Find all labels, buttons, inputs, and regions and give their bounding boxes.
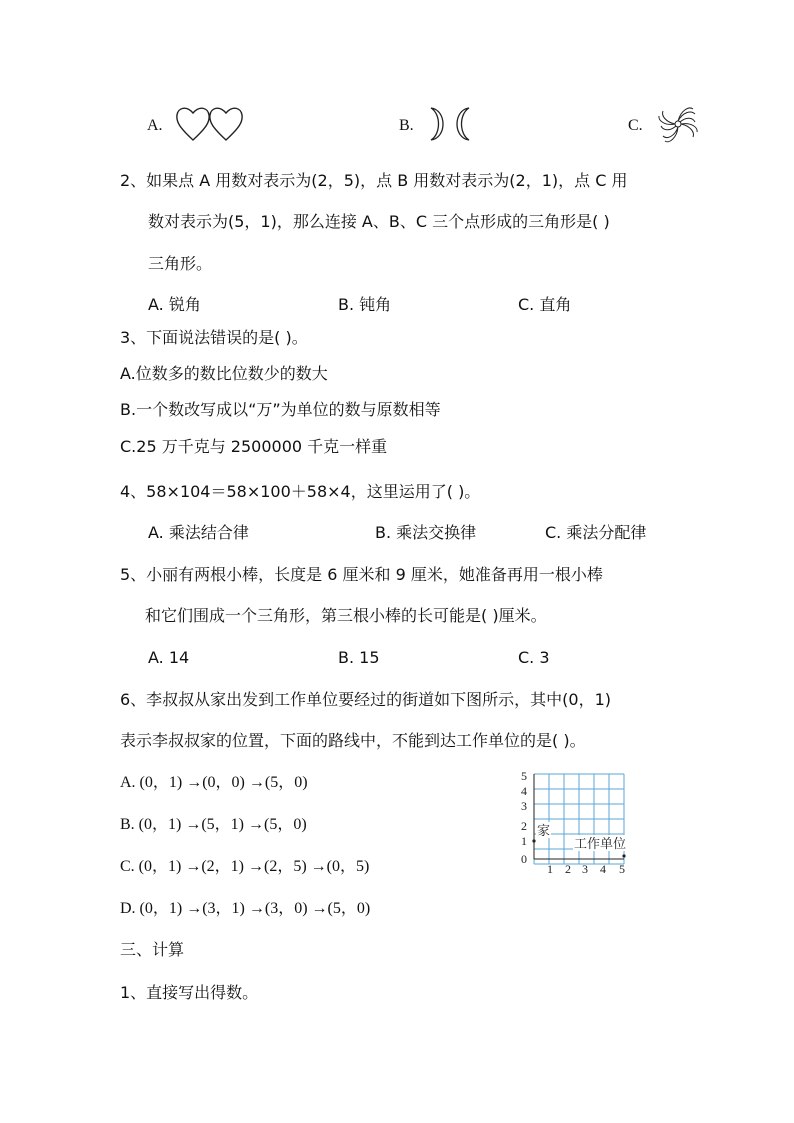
q6-option-a: A. (0，1) →(0，0) →(5，0) <box>120 774 308 791</box>
x-tick-1: 1 <box>547 862 553 876</box>
q6-option-b: B. (0，1) →(5，1) →(5，0) <box>120 816 307 833</box>
home-point <box>532 839 535 842</box>
q1-option-b-label: B. <box>399 117 414 134</box>
q3-stem: 3、下面说法错误的是( )。 <box>120 328 308 347</box>
work-label: 工作单位 <box>574 836 627 851</box>
q5-line2: 和它们围成一个三角形，第三根小棒的长可能是( )厘米。 <box>145 606 547 625</box>
q3-option-a: A.位数多的数比位数少的数大 <box>120 364 328 383</box>
double-heart-figure <box>176 104 246 144</box>
y-tick-2: 2 <box>521 819 527 833</box>
y-tick-0: 0 <box>521 852 527 866</box>
q6-option-c: C. (0，1) →(2，1) →(2，5) →(0，5) <box>120 858 370 875</box>
q6-line1: 6、李叔叔从家出发到工作单位要经过的街道如下图所示，其中(0，1) <box>120 690 612 709</box>
q2-line2: 数对表示为(5，1)，那么连接 A、B、C 三个点形成的三角形是( ) <box>148 212 610 231</box>
q3-option-b: B.一个数改写成以“万”为单位的数与原数相等 <box>120 400 441 419</box>
section3-title: 三、计算 <box>120 940 185 959</box>
work-point <box>622 854 625 857</box>
q6-line2: 表示李叔叔家的位置，下面的路线中，不能到达工作单位的是( )。 <box>120 731 586 750</box>
q4-stem: 4、58×104＝58×100＋58×4，这里运用了( )。 <box>120 482 481 501</box>
y-tick-4: 4 <box>521 784 527 798</box>
y-tick-3: 3 <box>521 799 527 813</box>
q2-option-a: A. 锐角 <box>148 295 201 314</box>
q4-option-b: B. 乘法交换律 <box>375 523 477 542</box>
q1-option-c-label: C. <box>628 117 643 134</box>
home-label: 家 <box>537 823 551 838</box>
q2-option-b: B. 钝角 <box>338 295 392 314</box>
q5-option-b: B. 15 <box>338 648 380 667</box>
crescent-pair-figure <box>427 106 473 142</box>
q2-line3: 三角形。 <box>148 254 213 273</box>
y-tick-1: 1 <box>521 834 527 848</box>
x-tick-5: 5 <box>619 862 625 876</box>
q6-option-d: D. (0，1) →(3，1) →(3，0) →(5，0) <box>120 900 371 917</box>
section3-q1: 1、直接写出得数。 <box>120 983 259 1002</box>
q5-line1: 5、小丽有两根小棒，长度是 6 厘米和 9 厘米，她准备再用一根小棒 <box>120 565 603 584</box>
q5-option-c: C. 3 <box>518 648 550 667</box>
x-tick-3: 3 <box>582 862 588 876</box>
x-tick-4: 4 <box>600 862 606 876</box>
x-tick-2: 2 <box>565 862 571 876</box>
q5-option-a: A. 14 <box>148 648 190 667</box>
street-grid-figure <box>518 766 642 878</box>
q2-option-c: C. 直角 <box>518 295 572 314</box>
q3-option-c: C.25 万千克与 2500000 千克一样重 <box>120 437 388 456</box>
y-tick-5: 5 <box>521 769 527 783</box>
spiral-pinwheel-figure <box>657 104 699 144</box>
q2-line1: 2、如果点 A 用数对表示为(2，5)，点 B 用数对表示为(2，1)，点 C 用 <box>120 171 628 190</box>
q4-option-a: A. 乘法结合律 <box>148 523 249 542</box>
q4-option-c: C. 乘法分配律 <box>545 523 647 542</box>
q1-option-a-label: A. <box>147 117 163 134</box>
